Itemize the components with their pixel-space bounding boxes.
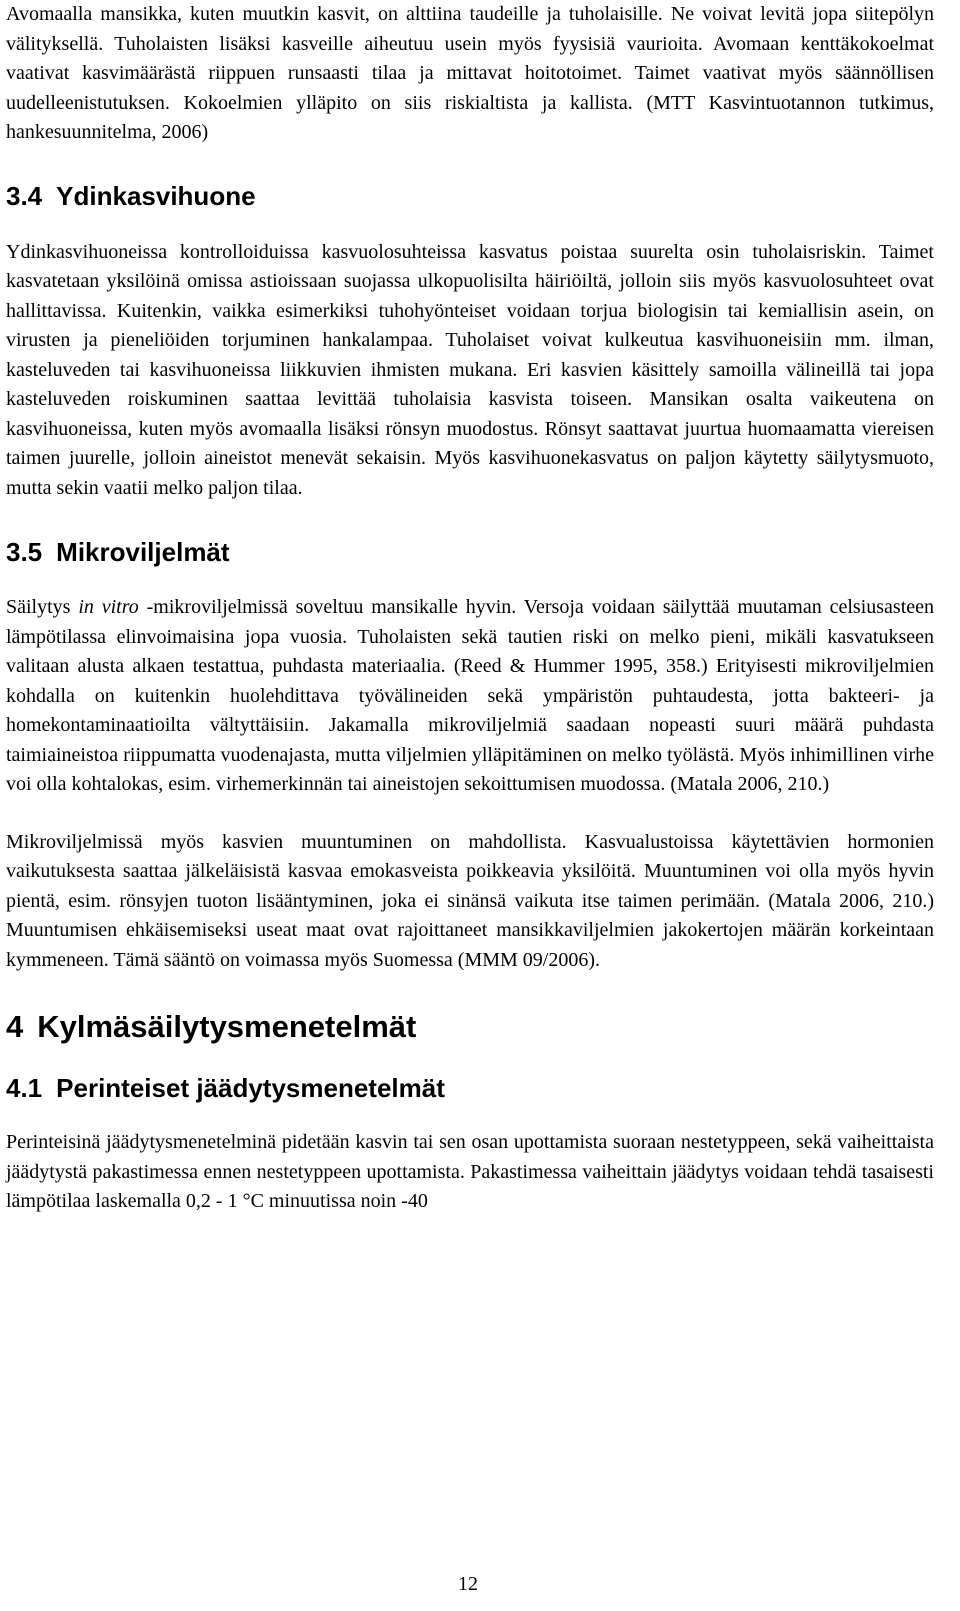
section-title: Perinteiset jäädytysmenetelmät	[56, 1073, 445, 1103]
paragraph-text: Säilytys	[6, 596, 79, 618]
paragraph-text: -mikroviljelmissä soveltuu mansikalle hyvin. Versoja voidaan säilyttää muutaman celsiusasteen lämpötilassa elinvoimaisina jopa vuosia. Tuholaisten sekä tautien riski on melko pieni, mikäli kasvatukseen valitaan alusta alkaen testattua, puhdasta materiaalia. (Reed & Hummer 1995, 358.) Erityisesti mikroviljelmien kohdalla on kuitenkin huolehdittava työvälineiden sekä ympäristön puhtaudesta, jotta bakteeri- ja homekontaminaatioilta vältyttäisiin. Jakamalla mikroviljelmiä saadaan nopeasti suuri määrä puhdasta taimiaineistoa riippumatta vuodenajasta, mutta viljelmien ylläpitäminen on melko työlästä. Myös inhimillinen virhe voi olla kohtalokas, esim. virhemerkinnän tai aineistojen sekoittumisen muodossa. (Matala 2006, 210.)	[6, 596, 935, 795]
italic-term: in vitro	[78, 596, 139, 618]
section-title: Mikroviljelmät	[56, 537, 230, 567]
chapter-title: Kylmäsäilytysmenetelmät	[37, 1009, 417, 1044]
section-heading-3-4	[6, 180, 934, 212]
section-3-5-paragraph-2: Mikroviljelmissä myös kasvien muuntuminen on mahdollista. Kasvualustoissa käytettävien hormonien vaikutuksesta saattaa jälkeläisistä kasvaa emokasveista poikkeavia yksilöitä. Muuntuminen voi olla myös hyvin pientä, esim. rönsyjen tuoton lisääntyminen, joka ei sinänsä vaikuta itse taimen perimään. (Matala 2006, 210.) Muuntumisen ehkäisemiseksi useat maat ovat rajoittaneet mansikkaviljelmien jakokertojen määrän korkeintaan kymmeneen. Tämä sääntö on voimassa myös Suomessa (MMM 09/2006).	[6, 830, 934, 971]
chapter-number: 4	[6, 1009, 24, 1044]
document-page	[6, 0, 934, 1217]
section-heading-4-1	[6, 1072, 934, 1104]
section-4-1-paragraph: Perinteisinä jäädytysmenetelminä pidetään kasvin tai sen osan upottamista suoraan nestetyppeen, sekä vaiheittaista jäädytystä pakastimessa ennen nestetyppeen upottamista. Pakastimessa vaiheittain jäädytys voidaan tehdä tasaisesti lämpötilaa laskemalla 0,2 - 1 °C minuutissa noin -40	[6, 1131, 934, 1212]
section-number: 4.1	[6, 1073, 43, 1103]
section-number: 3.4	[6, 180, 43, 211]
intro-paragraph: Avomaalla mansikka, kuten muutkin kasvit, on alttiina taudeille ja tuholaisille. Ne voivat levitä jopa siitepölyn välityksellä. Tuholaisten lisäksi kasveille aiheutuu usein myös fyysisiä vaurioita. Avomaan kenttäkokoelmat vaativat kasvimäärästä riippuen runsaasti tilaa ja mittavat hoitotoimet. Taimet vaativat myös säännöllisen uudelleenistutuksen. Kokoelmien ylläpito on siis riskialtista ja kallista. (MTT Kasvintuotannon tutkimus, hankesuunnitelma, 2006)	[6, 3, 934, 143]
section-3-5-paragraph-1	[6, 593, 934, 800]
page-number: 12	[458, 1573, 478, 1595]
chapter-heading-4	[6, 1008, 934, 1046]
section-heading-3-5	[6, 536, 934, 568]
section-number: 3.5	[6, 537, 43, 567]
section-title: Ydinkasvihuone	[56, 180, 256, 211]
section-3-4-paragraph: Ydinkasvihuoneissa kontrolloiduissa kasvuolosuhteissa kasvatus poistaa suurelta osin tuholaisriskin. Taimet kasvatetaan yksilöinä omissa astioissaan suojassa ulkopuolisilta häiriöiltä, jolloin siis myös kasvuolosuhteet ovat hallittavissa. Kuitenkin, vaikka esimerkiksi tuhohyönteiset voidaan torjua biologisin tai kemiallisin asein, on virusten ja pieneliöiden torjuminen hankalampaa. Tuholaiset voivat kulkeutua kasvihuoneisiin mm. ilman, kasteluveden tai kasvihuoneissa liikkuvien ihmisten mukana. Eri kasvien käsittely samoilla välineillä tai jopa kasteluveden roiskuminen saattaa levittää tuholaisia kasvista toiseen. Mansikan osalta vaikeutena on kasvihuoneissa, kuten myös avomaalla lisäksi rönsyn muodostus. Rönsyt saattavat juurtua huomaamatta viereisen taimen juurelle, jolloin aineistot menevät sekaisin. Myös kasvihuonekasvatus on paljon käytetty säilytysmuoto, mutta sekin vaatii melko paljon tilaa.	[6, 240, 934, 499]
